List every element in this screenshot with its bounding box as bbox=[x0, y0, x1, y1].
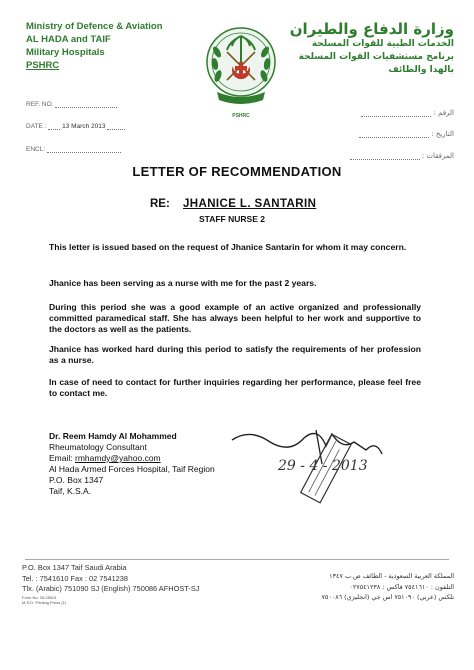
handwritten-date: 29 - 4 - 2013 bbox=[278, 458, 368, 474]
letter-title: LETTER OF RECOMMENDATION bbox=[132, 164, 342, 179]
hospital-line: Al Hada Armed Forces Hospital, Taif Region bbox=[49, 464, 215, 474]
pobox-line: P.O. Box 1347 bbox=[49, 475, 104, 485]
re-name: JHANICE L. SANTARIN bbox=[183, 198, 317, 210]
date-value: 13 March 2013 bbox=[62, 123, 106, 130]
footer-press: M.S.D. Printing Press (1) bbox=[22, 599, 67, 605]
encl-row bbox=[26, 146, 121, 153]
emblem-logo-icon bbox=[203, 22, 279, 112]
re-line bbox=[150, 198, 316, 210]
logo-caption: PSHRC bbox=[232, 113, 250, 119]
ministry-line: Ministry of Defence & Aviation bbox=[26, 21, 163, 32]
arabic-encl-label: المرفقات : bbox=[421, 152, 454, 160]
ref-no-label: REF. NO. bbox=[26, 101, 54, 108]
arabic-date-label: التاريخ : bbox=[431, 130, 454, 138]
footer-arabic bbox=[321, 571, 454, 603]
paragraph-4: Jhanice has worked hard during this period to satisfy the requirements of her profession as a nurse. bbox=[49, 344, 421, 365]
city-line: Taif, K.S.A. bbox=[49, 486, 92, 496]
email-label: Email: bbox=[49, 453, 73, 463]
arabic-ref-row bbox=[361, 109, 454, 117]
arabic-ref-label: الرقم : bbox=[433, 109, 454, 117]
re-label: RE: bbox=[150, 198, 170, 210]
email-row bbox=[49, 453, 215, 464]
header-english bbox=[26, 20, 163, 72]
arabic-ministry: وزارة الدفاع والطيران bbox=[289, 20, 454, 38]
arabic-date-row bbox=[359, 130, 454, 138]
footer-address: P.O. Box 1347 Taif Saudi Arabia bbox=[22, 563, 127, 572]
paragraph-2: Jhanice has been serving as a nurse with me for the past 2 years. bbox=[49, 278, 317, 288]
footer-divider bbox=[25, 559, 449, 560]
hospital-line-2: Military Hospitals bbox=[26, 47, 105, 58]
ref-no-row bbox=[26, 101, 117, 108]
arabic-encl-row bbox=[350, 152, 454, 160]
arabic-line-1: الخدمات الطبية للقوات المسلحة bbox=[311, 39, 454, 49]
signature-block bbox=[49, 431, 215, 497]
date-row bbox=[26, 123, 125, 130]
date-label: DATE : bbox=[26, 123, 47, 130]
pshrc-line: PSHRC bbox=[26, 60, 60, 71]
footer-ar-address: المملكة العربية السعودية - الطائف ص.ب ١٣٤٧ bbox=[329, 572, 454, 580]
signer-name: Dr. Reem Hamdy Al Mohammed bbox=[49, 431, 177, 441]
footer-form-no: Form No. 35-05001 bbox=[22, 594, 57, 600]
header-arabic bbox=[290, 20, 454, 77]
role-line: STAFF NURSE 2 bbox=[199, 214, 265, 224]
arabic-line-3: بالهدا والطائف bbox=[388, 65, 454, 75]
paragraph-5: In case of need to contact for further inquiries regarding her performance, please feel free to contact me. bbox=[49, 377, 421, 398]
footer-telex: Tlx. (Arabic) 751090 SJ (English) 750086 AFHOST-SJ bbox=[22, 584, 200, 594]
footer-tel: Tel. : 7541610 Fax : 02 7541238 bbox=[22, 573, 129, 583]
encl-label: ENCL: bbox=[26, 146, 46, 153]
arabic-line-2: برنامج مستشفيات القوات المسلحة bbox=[298, 52, 454, 62]
signer-title: Rheumatology Consultant bbox=[49, 442, 147, 452]
email-link[interactable]: rmhamdy@yahoo.com bbox=[75, 453, 161, 463]
paragraph-1: This letter is issued based on the request of Jhanice Santarin for whom it may concern. bbox=[49, 242, 407, 252]
hospital-line-1: AL HADA and TAIF bbox=[26, 34, 111, 45]
footer-ar-telex: تلكس (عربي) ٧٥١٠٩٠ اس جي (انجليزي) ٧٥٠٠٨٦ bbox=[321, 593, 454, 602]
paragraph-3: During this period she was a good example of an active organized and professionally committed paramedical staff. She has always been helpful to her work and supportive to the doctors as well as the patients. bbox=[49, 302, 421, 334]
footer-ar-tel: التلفون : ٧٥٤١٦١٠ فاكس : ٠٢٧٥٤١٢٣٨ bbox=[349, 582, 454, 591]
footer-english bbox=[22, 563, 199, 605]
